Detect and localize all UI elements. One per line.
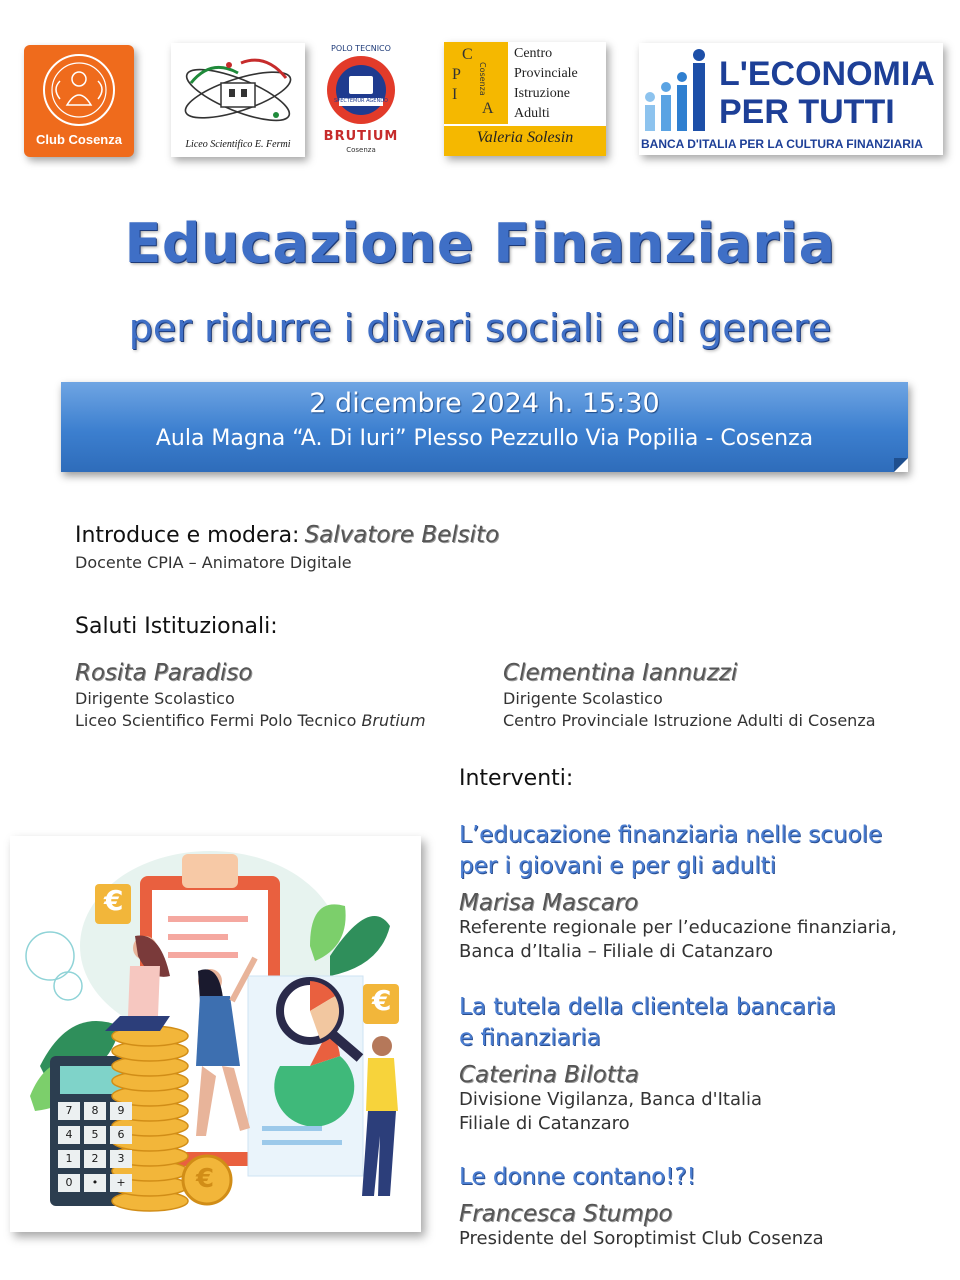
talk-speaker-role: Referente regionale per l’educazione finanziaria, [459, 917, 897, 938]
talk-item [459, 820, 939, 964]
talk-speaker-role: Presidente del Soroptimist Club Cosenza [459, 1228, 824, 1249]
greeting-person-role: Dirigente Scolastico [503, 689, 663, 708]
cpia-letter-a: A [482, 100, 494, 117]
moderator-role: Docente CPIA – Animatore Digitale [75, 553, 352, 572]
page-subtitle: per ridurre i divari sociali e di genere [128, 306, 832, 350]
brutium-shield-icon [325, 54, 397, 126]
talk-title-line: La tutela della clientela bancaria [459, 994, 836, 1020]
cpia-line: Provinciale [514, 66, 578, 81]
talk-speaker-role: Filiale di Catanzaro [459, 1113, 630, 1134]
talk-title-line: e finanziaria [459, 1025, 601, 1051]
greeting-person-name: Rosita Paradiso [75, 660, 253, 686]
cpia-line: Adulti [514, 106, 550, 121]
moderator-block [75, 522, 499, 548]
euro-tag-icon: € [372, 984, 392, 1017]
calculator-key: 7 [58, 1102, 80, 1120]
talk-speaker-role: Divisione Vigilanza, Banca d'Italia [459, 1089, 763, 1110]
greeting-person [503, 660, 923, 732]
talk-title-line: per i giovani e per gli adulti [459, 853, 777, 879]
greeting-person-name: Clementina Iannuzzi [503, 660, 738, 686]
calculator-key: 2 [84, 1150, 106, 1168]
economia-line1: L'ECONOMIA [719, 55, 935, 93]
liceo-fermi-logo [171, 43, 305, 157]
economia-per-tutti-logo [639, 43, 943, 155]
brutium-logo [318, 42, 404, 158]
cpia-text-block [514, 44, 606, 124]
brutium-top-text: POLO TECNICO [331, 44, 391, 53]
brutium-name: BRUTIUM [323, 129, 399, 144]
cpia-letter-c: C [462, 46, 473, 63]
soroptimist-logo [24, 45, 134, 157]
talk-speaker: Francesca Stumpo [459, 1201, 673, 1227]
talk-speaker-role: Banca d’Italia – Filiale di Catanzaro [459, 941, 774, 962]
soroptimist-club-label: Club Cosenza [36, 132, 122, 147]
interventi-heading: Interventi: [459, 766, 574, 791]
fermi-caption: Liceo Scientifico E. Fermi [185, 139, 291, 150]
calculator-key: 0 [58, 1174, 80, 1192]
event-location: Aula Magna “A. Di Iuri” Plesso Pezzullo Via Popilia - Cosenza [155, 426, 814, 451]
calculator-key: 4 [58, 1126, 80, 1144]
cpia-line: Centro [514, 46, 553, 61]
cpia-logo [444, 42, 606, 156]
brutium-motto: SPECTEMUR AGENDO [334, 98, 388, 104]
economia-line2: PER TUTTI [719, 93, 895, 131]
greeting-person [75, 660, 475, 732]
euro-coin-icon: € [196, 1164, 215, 1194]
cpia-letter-i: I [452, 86, 458, 103]
calculator-key: 8 [84, 1102, 106, 1120]
cpia-side-text: Cosenza [478, 62, 487, 96]
cpia-line: Istruzione [514, 86, 570, 101]
calculator-key: 6 [110, 1126, 132, 1144]
calculator-key: 1 [58, 1150, 80, 1168]
greeting-person-org-text: Liceo Scientifico Fermi Polo Tecnico [75, 711, 362, 730]
cpia-letter-p: P [452, 66, 461, 83]
calculator-key: • [84, 1174, 106, 1192]
cpia-dedication: Valeria Solesin [476, 129, 574, 146]
greeting-person-role: Dirigente Scolastico [75, 689, 235, 708]
greeting-person-org: Centro Provinciale Istruzione Adulti di Cosenza [503, 711, 876, 730]
greeting-person-org [75, 710, 475, 732]
calculator-key: 9 [110, 1102, 132, 1120]
talk-title-line: L’educazione finanziaria nelle scuole [459, 822, 883, 848]
euro-tag-icon: € [104, 884, 124, 917]
moderator-name: Salvatore Belsito [304, 522, 500, 548]
event-banner [61, 382, 908, 472]
talk-item [459, 1162, 939, 1251]
talk-item [459, 992, 939, 1136]
calculator-key: + [110, 1174, 132, 1192]
greetings-heading: Saluti Istituzionali: [75, 614, 278, 639]
talk-title-line: Le donne contano!?! [459, 1164, 696, 1190]
calculator-keypad [58, 1102, 134, 1192]
greeting-person-org-em: Brutium [361, 711, 426, 730]
calculator-key: 5 [84, 1126, 106, 1144]
talk-speaker: Marisa Mascaro [459, 890, 639, 916]
calculator-key: 3 [110, 1150, 132, 1168]
bar-people-icon [643, 49, 715, 133]
moderator-label: Introduce e modera: [75, 523, 300, 548]
brutium-city: Cosenza [346, 146, 376, 154]
page-title: Educazione Finanziaria [124, 212, 836, 275]
event-date: 2 dicembre 2024 h. 15:30 [309, 388, 660, 419]
financial-education-illustration [10, 836, 421, 1232]
talk-speaker: Caterina Bilotta [459, 1062, 639, 1088]
banner-fold [894, 458, 908, 472]
economia-tagline: BANCA D'ITALIA PER LA CULTURA FINANZIARIA [641, 137, 923, 151]
